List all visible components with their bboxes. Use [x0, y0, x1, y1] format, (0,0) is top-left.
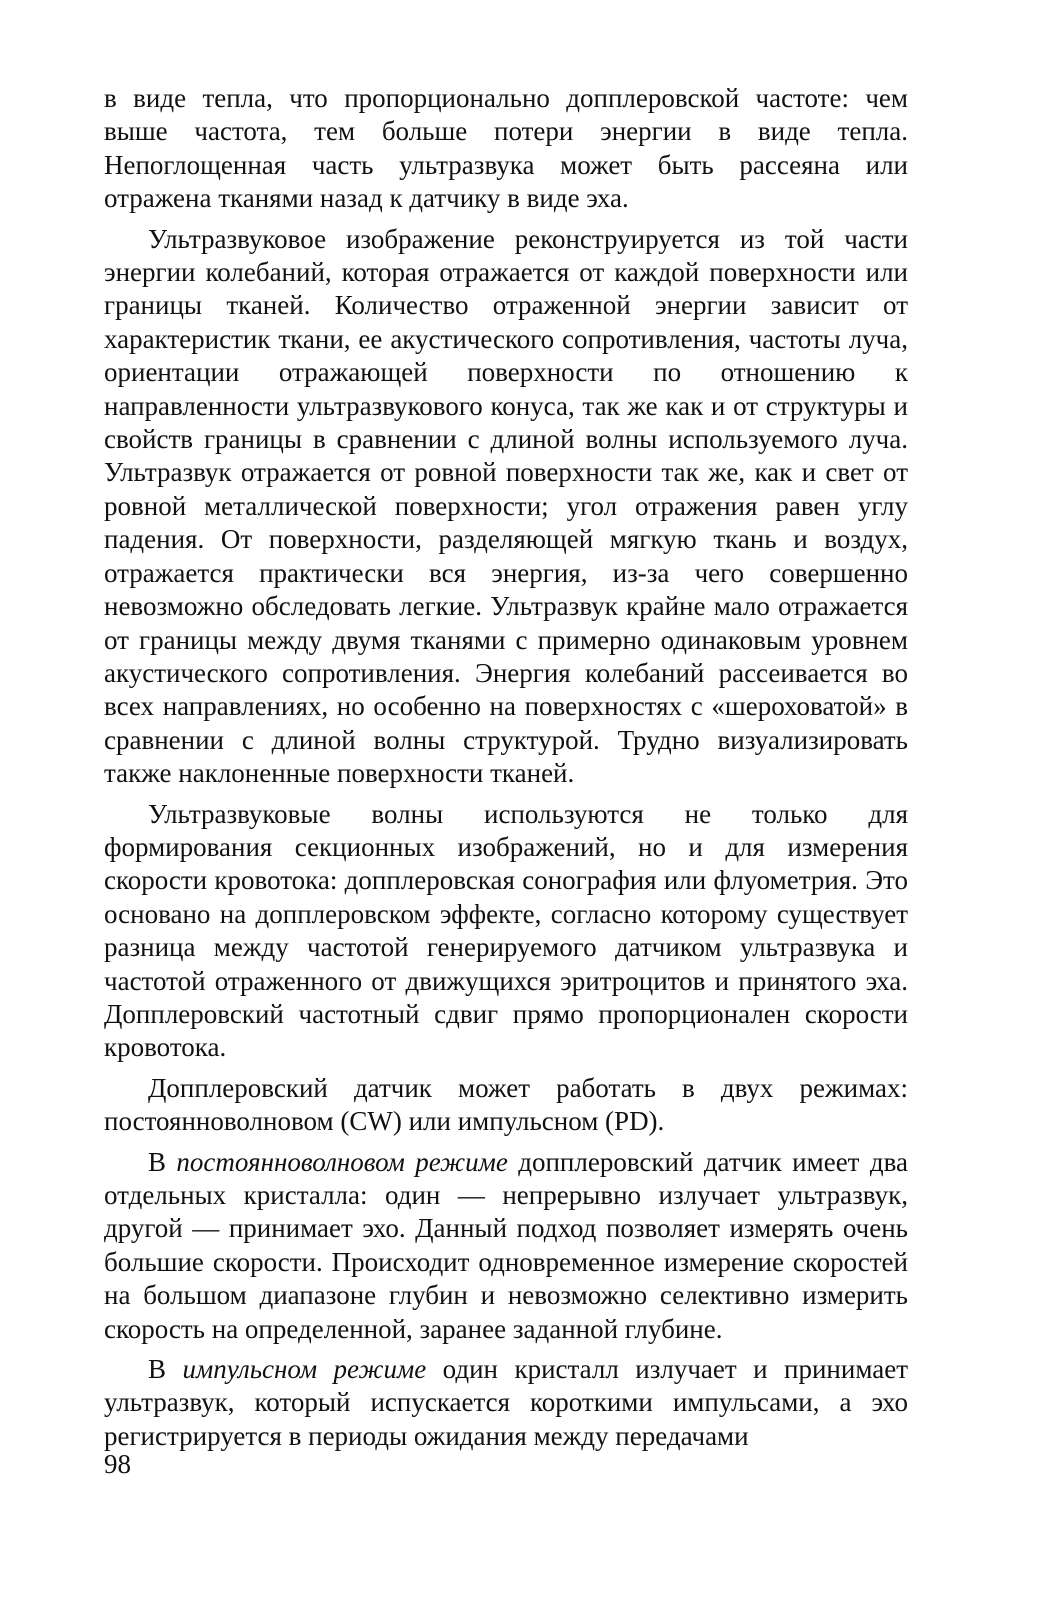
- paragraph-continuous-wave: [104, 1146, 908, 1346]
- paragraph-text: в виде тепла, что пропорционально допплеровской частоте: чем выше частота, тем больше потери энергии в виде тепла. Непоглощенная часть ультразвука может быть рассеяна или отражена тканями назад к датчику в виде эха.: [104, 83, 908, 214]
- paragraph-lead: В: [148, 1146, 177, 1177]
- term-pulsed-mode: импульсном режиме: [182, 1354, 427, 1385]
- paragraph-text: Ультразвуковые волны используются не только для формирования секционных изображений, но и для измерения скорости кровотока: допплеровская сонография или флуометрия. Это основано на допплеровском эффекте, согласно которому существует разница между частотой генерируемого датчиком ультразвука и частотой отраженного от движущихся эритроцитов и принятого эха. Допплеровский частотный сдвиг прямо пропорционален скорости кровотока.: [104, 798, 908, 1063]
- paragraph-doppler-flow: [104, 798, 908, 1065]
- page-number: 98: [104, 1449, 131, 1479]
- term-continuous-wave-mode: постоянноволновом режиме: [176, 1146, 508, 1177]
- paragraph-text: Допплеровский датчик может работать в двух режимах: постоянноволновом (CW) или импульсном (PD).: [104, 1072, 908, 1137]
- paragraph-heat-loss: [104, 82, 908, 216]
- paragraph-text: один кристалл излучает и принимает ультразвук, который испускается короткими импульсами, а эхо регистрируется в периоды ожидания между передачами: [104, 1354, 909, 1451]
- paragraph-pulsed-mode: [104, 1353, 908, 1453]
- paragraph-text: Ультразвуковое изображение реконструируется из той части энергии колебаний, которая отражается от каждой поверхности или границы тканей. Количество отраженной энергии зависит от характеристик ткани, ее акустического сопротивления, частоты луча, ориентации отражающей поверхности по отношению к направленности ультразвукового конуса, так же как и от структуры и свойств границы в сравнении с длиной волны используемого луча. Ультразвук отражается от ровной поверхности так же, как и свет от ровной металлической поверхности; угол отражения равен углу падения. От поверхности, разделяющей мягкую ткань и воздух, отражается практически вся энергия, из-за чего совершенно невозможно обследовать легкие. Ультразвук крайне мало отражается от границы между двумя тканями с примерно одинаковым уровнем акустического сопротивления. Энергия колебаний рассеивается во всех направлениях, но особенно на поверхностях с «шероховатой» в сравнении с длиной волны структурой. Трудно визуализировать также наклоненные поверхности тканей.: [104, 223, 908, 789]
- page-body: [104, 82, 908, 1460]
- paragraph-lead: В: [148, 1354, 183, 1385]
- paragraph-image-reconstruction: [104, 223, 908, 791]
- paragraph-text: допплеровский датчик имеет два отдельных кристалла: один — непрерывно излучает ультразвук, другой — принимает эхо. Данный подход позволяет измерять очень большие скорости. Происходит одновременное измерение скоростей на большом диапазоне глубин и невозможно селективно измерить скорость на определенной, заранее заданной глубине.: [104, 1146, 908, 1344]
- paragraph-doppler-modes: [104, 1072, 908, 1139]
